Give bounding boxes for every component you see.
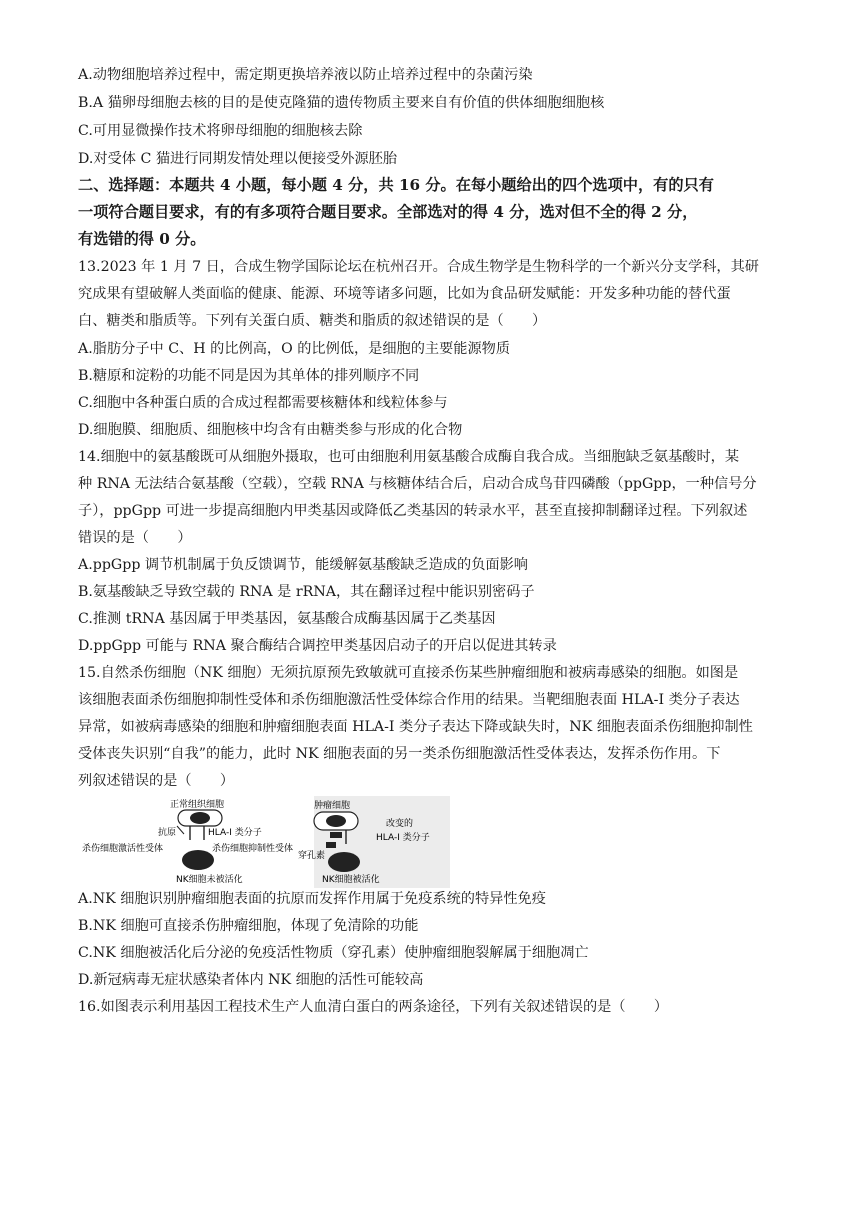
figure-left-panel: [82, 798, 293, 885]
label-antigen: 抗原: [158, 828, 177, 838]
normal-cell-nucleus: [190, 812, 210, 824]
label-nk-active: NK细胞被活化: [322, 875, 380, 885]
prev-option-a: A.动物细胞培养过程中，需定期更换培养液以防止培养过程中的杂菌污染: [78, 67, 533, 83]
q14-stem-1: 14.细胞中的氨基酸既可从细胞外摄取，也可由细胞利用氨基酸合成酶自我合成。当细胞缺乏氨基酸时，某: [78, 449, 740, 465]
q14-option-b: B.氨基酸缺乏导致空载的 RNA 是 rRNA，其在翻译过程中能识别密码子: [78, 584, 535, 600]
label-inhibitory-receptor: 杀伤细胞抑制性受体: [212, 844, 294, 854]
q13-option-b: B.糖原和淀粉的功能不同是因为其单体的排列顺序不同: [78, 368, 420, 384]
q15-stem-2: 该细胞表面杀伤细胞抑制性受体和杀伤细胞激活性受体综合作用的结果。当靶细胞表面 HLA-I 类分子表达: [78, 692, 740, 708]
perforin-granule-2: [326, 842, 336, 848]
q15-option-d: D.新冠病毒无症状感染者体内 NK 细胞的活性可能较高: [78, 972, 424, 988]
label-hla: HLA-I 类分子: [208, 828, 262, 838]
label-normal-cell: 正常组织细胞: [170, 800, 225, 810]
q13-option-c: C.细胞中各种蛋白质的合成过程都需要核糖体和线粒体参与: [78, 395, 448, 411]
antigen-pointer: [177, 826, 184, 834]
label-nk-inactive: NK细胞未被活化: [176, 875, 243, 885]
nk-cell-inactive: [182, 850, 214, 870]
section-header-line-1: 二、选择题：本题共 4 小题，每小题 4 分，共 16 分。在每小题给出的四个选项中，有的只有: [78, 176, 714, 194]
q14-option-c: C.推测 tRNA 基因属于甲类基因，氨基酸合成酶基因属于乙类基因: [78, 611, 496, 627]
q13-stem-3: 白、糖类和脂质等。下列有关蛋白质、糖类和脂质的叙述错误的是（ ）: [78, 313, 547, 329]
q15-option-a: A.NK 细胞识别肿瘤细胞表面的抗原而发挥作用属于免疫系统的特异性免疫: [78, 891, 546, 907]
prev-option-c: C.可用显微操作技术将卵母细胞的细胞核去除: [78, 123, 363, 139]
label-perforin: 穿孔素: [298, 851, 326, 861]
q15-option-c: C.NK 细胞被活化后分泌的免疫活性物质（穿孔素）使肿瘤细胞裂解属于细胞凋亡: [78, 945, 589, 961]
q15-option-b: B.NK 细胞可直接杀伤肿瘤细胞，体现了免清除的功能: [78, 918, 419, 934]
prev-option-b: B.A 猫卵母细胞去核的目的是使克隆猫的遗传物质主要来自有价值的供体细胞细胞核: [78, 95, 605, 111]
tumor-cell-nucleus: [326, 815, 346, 827]
section-header-line-2: 一项符合题目要求，有的有多项符合题目要求。全部选对的得 4 分，选对但不全的得 2 分，: [78, 203, 698, 221]
q13-stem-1: 13.2023 年 1 月 7 日，合成生物学国际论坛在杭州召开。合成生物学是生物科学的一个新兴分支学科，其研: [78, 259, 759, 275]
prev-option-d: D.对受体 C 猫进行同期发情处理以便接受外源胚胎: [78, 151, 398, 167]
perforin-granule-1: [330, 832, 342, 838]
q13-stem-2: 究成果有望破解人类面临的健康、能源、环境等诸多问题，比如为食品研发赋能：开发多种功能的替代蛋: [78, 286, 731, 302]
figure-right-panel: [298, 796, 450, 888]
q15-stem-5: 列叙述错误的是（ ）: [78, 773, 235, 789]
label-changed-hla-1: 改变的: [386, 819, 414, 829]
q14-option-a: A.ppGpp 调节机制属于负反馈调节，能缓解氨基酸缺乏造成的负面影响: [78, 557, 528, 573]
q14-stem-2: 种 RNA 无法结合氨基酸（空载），空载 RNA 与核糖体结合后，启动合成鸟苷四磷酸（ppGpp，一种信号分: [78, 476, 757, 492]
q15-stem-4: 受体丧失识别“自我”的能力，此时 NK 细胞表面的另一类杀伤细胞激活性受体表达，发挥杀伤作用。下: [78, 746, 721, 762]
q13-option-a: A.脂肪分子中 C、H 的比例高，O 的比例低，是细胞的主要能源物质: [78, 341, 511, 357]
q15-stem-1: 15.自然杀伤细胞（NK 细胞）无须抗原预先致敏就可直接杀伤某些肿瘤细胞和被病毒感染的细胞。如图是: [78, 665, 739, 681]
nk-cell-figure: [80, 796, 452, 888]
label-activating-receptor: 杀伤细胞激活性受体: [82, 844, 164, 854]
section-header-line-3: 有选错的得 0 分。: [78, 230, 206, 248]
q14-option-d: D.ppGpp 可能与 RNA 聚合酶结合调控甲类基因启动子的开启以促进其转录: [78, 638, 557, 654]
label-tumor-cell: 肿瘤细胞: [314, 801, 351, 811]
q15-stem-3: 异常，如被病毒感染的细胞和肿瘤细胞表面 HLA-I 类分子表达下降或缺失时，NK 细胞表面杀伤细胞抑制性: [78, 719, 753, 735]
q16-stem-1: 16.如图表示利用基因工程技术生产人血清白蛋白的两条途径，下列有关叙述错误的是（ ）: [78, 999, 669, 1015]
q14-stem-3: 子），ppGpp 可进一步提高细胞内甲类基因或降低乙类基因的转录水平，甚至直接抑制翻译过程。下列叙述: [78, 503, 748, 519]
q14-stem-4: 错误的是（ ）: [78, 530, 192, 546]
nk-cell-active: [328, 852, 360, 872]
q13-option-d: D.细胞膜、细胞质、细胞核中均含有由糖类参与形成的化合物: [78, 422, 463, 438]
label-changed-hla-2: HLA-I 类分子: [376, 833, 430, 843]
